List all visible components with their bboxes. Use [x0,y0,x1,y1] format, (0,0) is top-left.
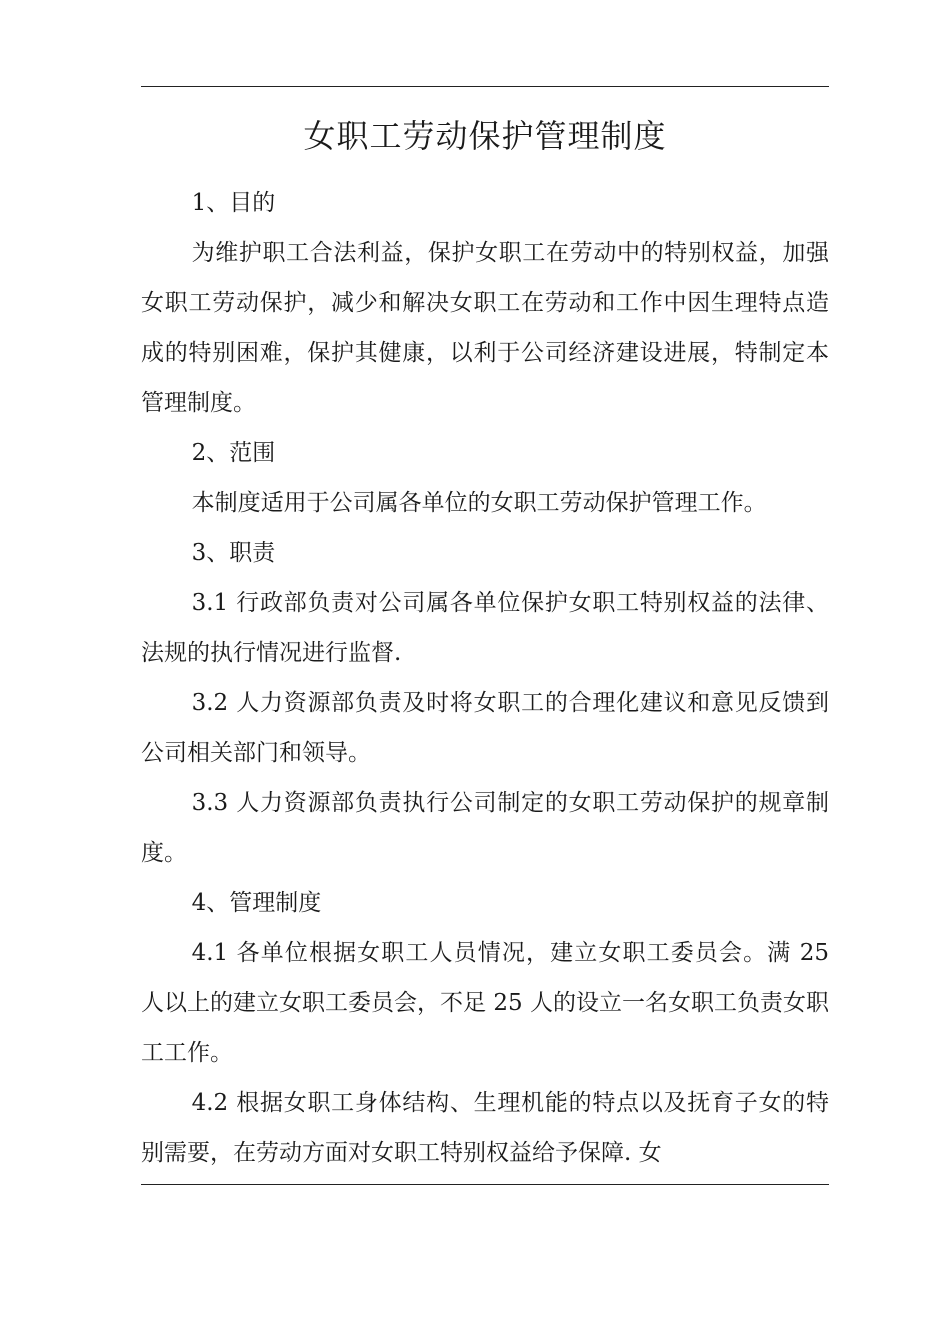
section-heading-purpose: 1、目的 [191,190,276,216]
paragraph-3-1: 3.1 行政部负责对公司属各单位保护女职工特别权益的法律、法规的执行情况进行监督. [141,590,829,666]
paragraph-3-3: 3.3 人力资源部负责执行公司制定的女职工劳动保护的规章制度。 [141,790,829,866]
header-rule [141,86,829,87]
section-heading-management: 4、管理制度 [191,890,322,916]
paragraph-3-2: 3.2 人力资源部负责及时将女职工的合理化建议和意见反馈到公司相关部门和领导。 [141,690,829,766]
footer-rule [141,1184,829,1185]
section-heading-scope: 2、范围 [191,440,276,466]
document-body [141,178,829,1178]
section-heading-responsibilities: 3、职责 [191,540,276,566]
page-title: 女职工劳动保护管理制度 [303,117,667,155]
paragraph-scope: 本制度适用于公司属各单位的女职工劳动保护管理工作。 [191,490,767,516]
paragraph-4-2: 4.2 根据女职工身体结构、生理机能的特点以及抚育子女的特别需要，在劳动方面对女职工特别权益给予保障. 女 [141,1090,829,1166]
paragraph-4-1: 4.1 各单位根据女职工人员情况，建立女职工委员会。满 25 人以上的建立女职工委员会，不足 25 人的设立一名女职工负责女职工工作。 [141,940,829,1066]
paragraph-purpose: 为维护职工合法利益，保护女职工在劳动中的特别权益，加强女职工劳动保护，减少和解决女职工在劳动和工作中因生理特点造成的特别困难，保护其健康，以利于公司经济建设进展，特制定本管理制度。 [141,240,829,416]
